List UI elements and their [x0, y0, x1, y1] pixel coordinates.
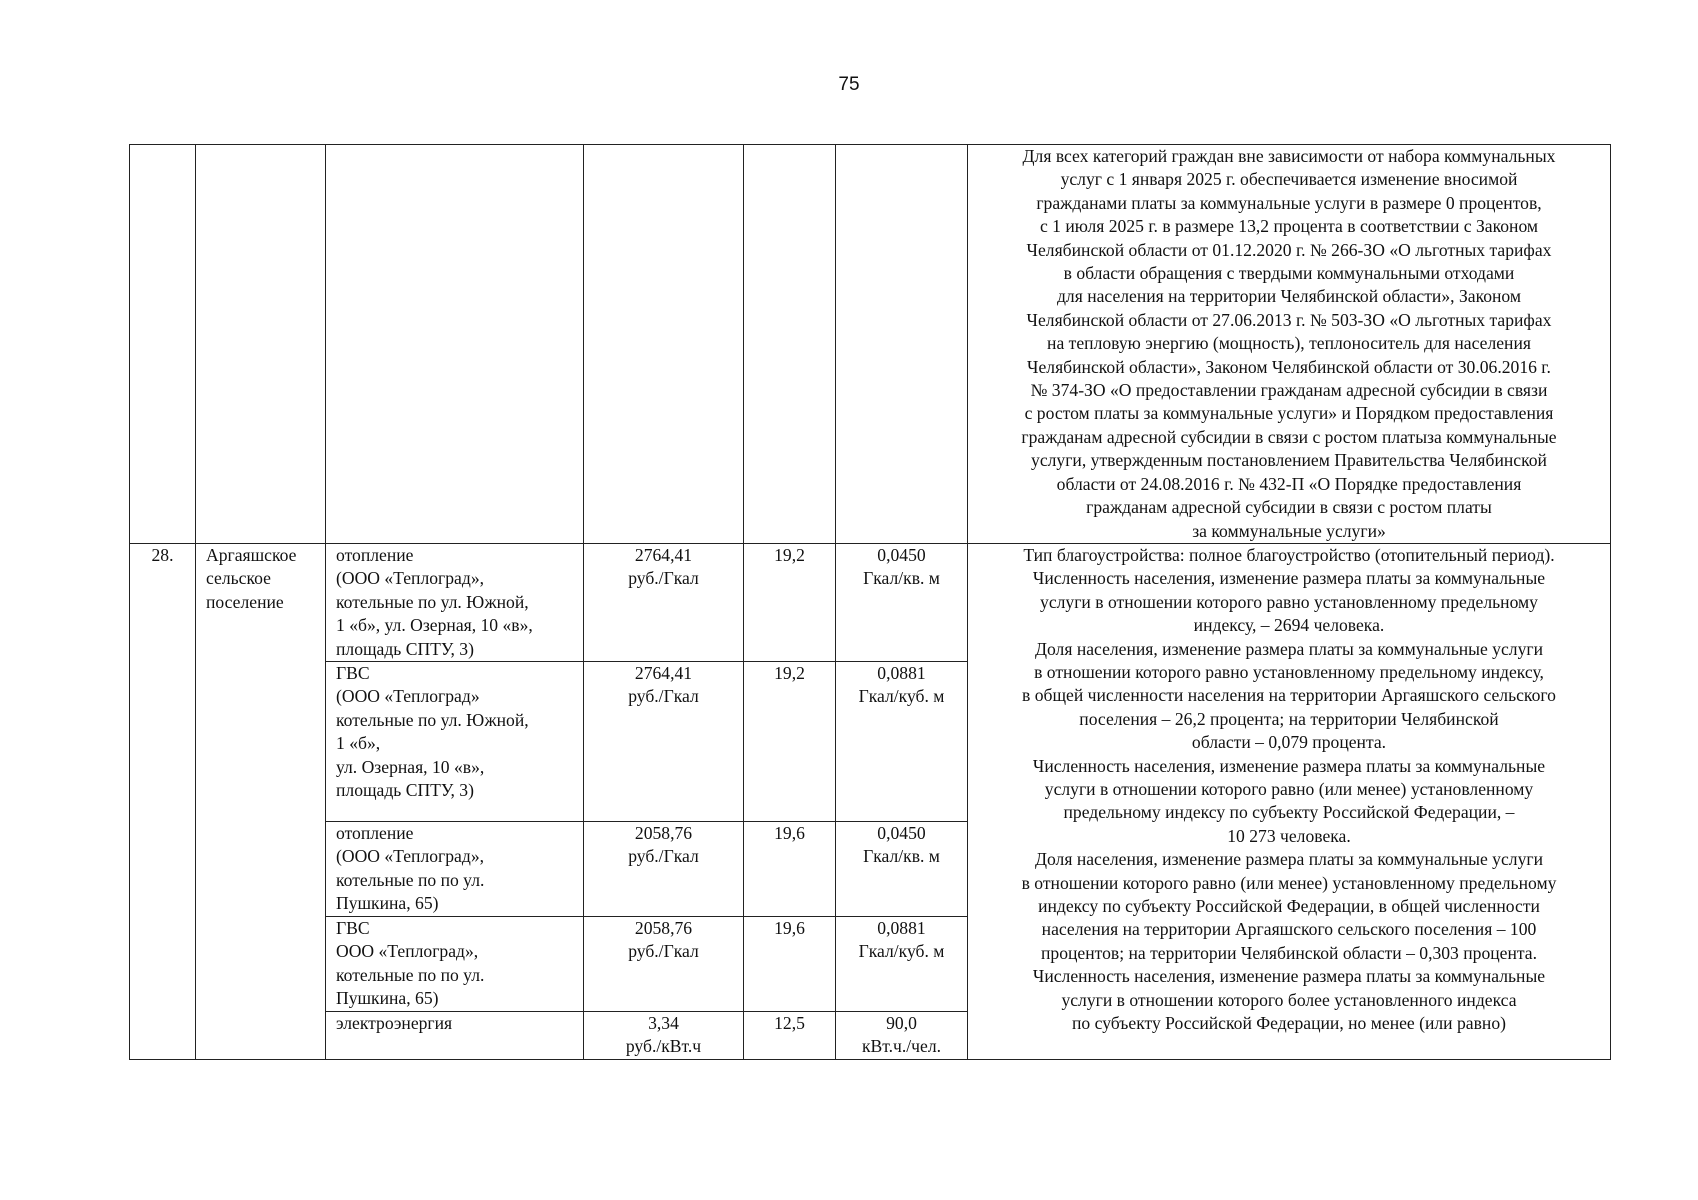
cell-tariff [584, 145, 744, 544]
cell-note: Тип благоустройства: полное благоустройство (отопительный период). Численность населения, изменение размера платы за коммунальные услуги в отношении которого равно установленному предельному индексу, – 2694 человека. Доля населения, изменение размера платы за коммунальные услуги в отношении которого равно установленному предельному индексу, в общей численности населения на территории Аргаяшского сельского поселения – 26,2 процента; на территории Челябинской области – 0,079 процента. Численность населения, изменение размера платы за коммунальные услуги в отношении которого равно (или менее) установленному предельному индексу по субъекту Российской Федерации, – 10 273 человека. Доля населения, изменение размера платы за коммунальные услуги в отношении которого равно (или менее) установленному предельному индексу по субъекту Российской Федерации, в общей численности населения на территории Аргаяшского сельского поселения – 100 процентов; на территории Челябинской области – 0,303 процента. Численность населения, изменение размера платы за коммунальные услуги в отношении которого более установленного индекса по субъекту Российской Федерации, но менее (или равно) [968, 543, 1611, 1059]
cell-note: Для всех категорий граждан вне зависимости от набора коммунальных услуг с 1 января 2025 г. обеспечивается изменение вносимой гражданами платы за коммунальные услуги в размере 0 процентов, с 1 июля 2025 г. в размере 13,2 процента в соответствии с Законом Челябинской области от 01.12.2020 г. № 266-ЗО «О льготных тарифах в области обращения с твердыми коммунальными отходами для населения на территории Челябинской области», Законом Челябинской области от 27.06.2013 г. № 503-ЗО «О льготных тарифах на тепловую энергию (мощность), теплоноситель для населения Челябинской области», Законом Челябинской области от 30.06.2016 г. № 374-ЗО «О предоставлении гражданам адресной субсидии в связи с ростом платы за коммунальные услуги» и Порядком предоставления гражданам адресной субсидии в связи с ростом платыза коммунальные услуги, утвержденным постановлением Правительства Челябинской области от 24.08.2016 г. № 432-П «О Порядке предоставления гражданам адресной субсидии в связи с ростом платы за коммунальные услуги» [968, 145, 1611, 544]
cell-percent: 12,5 [744, 1011, 836, 1059]
cell-number [130, 145, 196, 544]
cell-percent: 19,6 [744, 821, 836, 916]
cell-municipality: Аргаяшское сельское поселение [196, 543, 326, 1059]
cell-municipality [196, 145, 326, 544]
cell-number: 28. [130, 543, 196, 1059]
cell-service: ГВС (ООО «Теплоград» котельные по ул. Южной, 1 «б», ул. Озерная, 10 «в», площадь СПТУ, 3) [326, 661, 584, 821]
cell-tariff: 2058,76 руб./Гкал [584, 821, 744, 916]
cell-service: отопление (ООО «Теплоград», котельные по ул. Южной, 1 «б», ул. Озерная, 10 «в», площадь СПТУ, 3) [326, 543, 584, 661]
cell-percent: 19,6 [744, 916, 836, 1011]
cell-norm: 0,0450 Гкал/кв. м [836, 543, 968, 661]
table-row [130, 543, 1611, 661]
cell-norm: 0,0881 Гкал/куб. м [836, 916, 968, 1011]
table-row-continuation [130, 145, 1611, 544]
tariff-table [129, 144, 1611, 1060]
cell-percent: 19,2 [744, 543, 836, 661]
cell-service: электроэнергия [326, 1011, 584, 1059]
cell-service: отопление (ООО «Теплоград», котельные по по ул. Пушкина, 65) [326, 821, 584, 916]
cell-norm [836, 145, 968, 544]
cell-norm: 0,0881 Гкал/куб. м [836, 661, 968, 821]
page-number: 75 [838, 74, 860, 95]
cell-tariff: 3,34 руб./кВт.ч [584, 1011, 744, 1059]
cell-norm: 0,0450 Гкал/кв. м [836, 821, 968, 916]
cell-tariff: 2058,76 руб./Гкал [584, 916, 744, 1011]
cell-norm: 90,0 кВт.ч./чел. [836, 1011, 968, 1059]
cell-percent [744, 145, 836, 544]
cell-tariff: 2764,41 руб./Гкал [584, 661, 744, 821]
cell-percent: 19,2 [744, 661, 836, 821]
cell-service [326, 145, 584, 544]
cell-service: ГВС ООО «Теплоград», котельные по по ул. Пушкина, 65) [326, 916, 584, 1011]
cell-tariff: 2764,41 руб./Гкал [584, 543, 744, 661]
